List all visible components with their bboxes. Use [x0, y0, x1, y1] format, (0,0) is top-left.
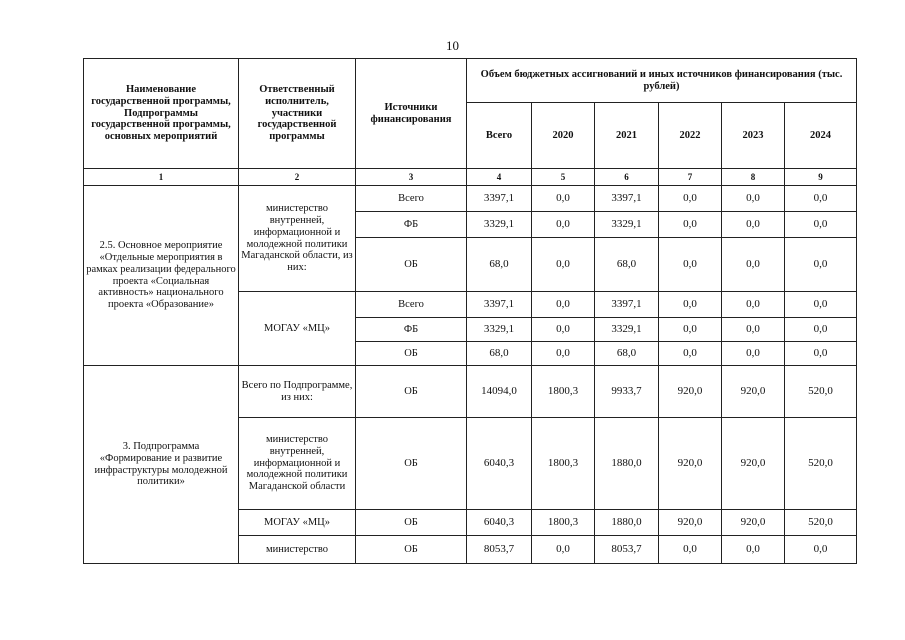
value-cell: 0,0: [532, 292, 595, 318]
value-cell: 920,0: [722, 366, 785, 418]
value-cell: 0,0: [659, 238, 722, 292]
value-cell: 0,0: [785, 536, 857, 564]
header-year: 2020: [532, 103, 595, 169]
value-cell: 920,0: [659, 366, 722, 418]
value-cell: 0,0: [532, 342, 595, 366]
header-year: 2024: [785, 103, 857, 169]
value-cell: 3329,1: [595, 212, 659, 238]
column-number: 4: [467, 169, 532, 186]
value-cell: 0,0: [785, 318, 857, 342]
value-cell: 3397,1: [595, 292, 659, 318]
table-row: [84, 366, 857, 418]
value-cell: 0,0: [785, 238, 857, 292]
value-cell: 0,0: [785, 342, 857, 366]
value-cell: 14094,0: [467, 366, 532, 418]
value-cell: 3329,1: [595, 318, 659, 342]
header-row-top: [84, 59, 857, 103]
source-cell: Всего: [356, 292, 467, 318]
column-number-row: [84, 169, 857, 186]
value-cell: 0,0: [532, 238, 595, 292]
source-cell: Всего: [356, 186, 467, 212]
header-volume: Объем бюджетных ассигнований и иных источников финансирования (тыс. рублей): [467, 59, 857, 103]
value-cell: 0,0: [532, 536, 595, 564]
value-cell: 6040,3: [467, 418, 532, 510]
header-year: 2022: [659, 103, 722, 169]
value-cell: 0,0: [659, 536, 722, 564]
column-number: 5: [532, 169, 595, 186]
value-cell: 1800,3: [532, 366, 595, 418]
source-cell: ОБ: [356, 510, 467, 536]
value-cell: 68,0: [467, 238, 532, 292]
program-name: 2.5. Основное мероприятие «Отдельные мероприятия в рамках реализации федерального проекта «Социальная активность» национального проекта «Образование»: [84, 186, 239, 366]
column-number: 2: [239, 169, 356, 186]
value-cell: 68,0: [595, 238, 659, 292]
page-number: 10: [446, 38, 459, 53]
value-cell: 3397,1: [595, 186, 659, 212]
header-executor: Ответственный исполнитель, участники государственной программы: [239, 59, 356, 169]
value-cell: 0,0: [659, 212, 722, 238]
value-cell: 8053,7: [467, 536, 532, 564]
value-cell: 68,0: [595, 342, 659, 366]
header-name: Наименование государственной программы, Подпрограммы государственной программы, основных мероприятий: [84, 59, 239, 169]
value-cell: 0,0: [722, 212, 785, 238]
executor-name: министерство внутренней, информационной и молодежной политики Магаданской области: [239, 418, 356, 510]
source-cell: ОБ: [356, 418, 467, 510]
executor-name: министерство внутренней, информационной и молодежной политики Магаданской области, из них:: [239, 186, 356, 292]
value-cell: 0,0: [785, 292, 857, 318]
value-cell: 920,0: [722, 418, 785, 510]
column-number: 9: [785, 169, 857, 186]
value-cell: 920,0: [722, 510, 785, 536]
value-cell: 0,0: [722, 342, 785, 366]
value-cell: 0,0: [659, 342, 722, 366]
value-cell: 1800,3: [532, 510, 595, 536]
value-cell: 3397,1: [467, 292, 532, 318]
executor-name: МОГАУ «МЦ»: [239, 510, 356, 536]
value-cell: 0,0: [532, 186, 595, 212]
header-year: 2023: [722, 103, 785, 169]
table-row: [84, 186, 857, 212]
value-cell: 8053,7: [595, 536, 659, 564]
value-cell: 3329,1: [467, 318, 532, 342]
value-cell: 0,0: [722, 536, 785, 564]
header-source: Источники финансирования: [356, 59, 467, 169]
value-cell: 3397,1: [467, 186, 532, 212]
value-cell: 1800,3: [532, 418, 595, 510]
value-cell: 0,0: [722, 292, 785, 318]
column-number: 1: [84, 169, 239, 186]
column-number: 8: [722, 169, 785, 186]
value-cell: 520,0: [785, 510, 857, 536]
source-cell: ОБ: [356, 238, 467, 292]
value-cell: 0,0: [785, 212, 857, 238]
value-cell: 520,0: [785, 418, 857, 510]
value-cell: 0,0: [659, 292, 722, 318]
source-cell: ОБ: [356, 536, 467, 564]
value-cell: 0,0: [659, 186, 722, 212]
value-cell: 0,0: [722, 238, 785, 292]
column-number: 6: [595, 169, 659, 186]
value-cell: 920,0: [659, 510, 722, 536]
executor-name: МОГАУ «МЦ»: [239, 292, 356, 366]
source-cell: ОБ: [356, 342, 467, 366]
program-name: 3. Подпрограмма «Формирование и развитие инфраструктуры молодежной политики»: [84, 366, 239, 564]
value-cell: 1880,0: [595, 510, 659, 536]
value-cell: 0,0: [722, 186, 785, 212]
header-total: Всего: [467, 103, 532, 169]
value-cell: 1880,0: [595, 418, 659, 510]
source-cell: ФБ: [356, 318, 467, 342]
column-number: 3: [356, 169, 467, 186]
column-number: 7: [659, 169, 722, 186]
value-cell: 920,0: [659, 418, 722, 510]
value-cell: 0,0: [532, 318, 595, 342]
value-cell: 0,0: [532, 212, 595, 238]
value-cell: 520,0: [785, 366, 857, 418]
value-cell: 0,0: [785, 186, 857, 212]
executor-name: Всего по Подпрограмме, из них:: [239, 366, 356, 418]
source-cell: ФБ: [356, 212, 467, 238]
source-cell: ОБ: [356, 366, 467, 418]
value-cell: 9933,7: [595, 366, 659, 418]
value-cell: 0,0: [659, 318, 722, 342]
value-cell: 0,0: [722, 318, 785, 342]
budget-table: [83, 58, 857, 564]
header-year: 2021: [595, 103, 659, 169]
value-cell: 6040,3: [467, 510, 532, 536]
value-cell: 68,0: [467, 342, 532, 366]
executor-name: министерство: [239, 536, 356, 564]
value-cell: 3329,1: [467, 212, 532, 238]
